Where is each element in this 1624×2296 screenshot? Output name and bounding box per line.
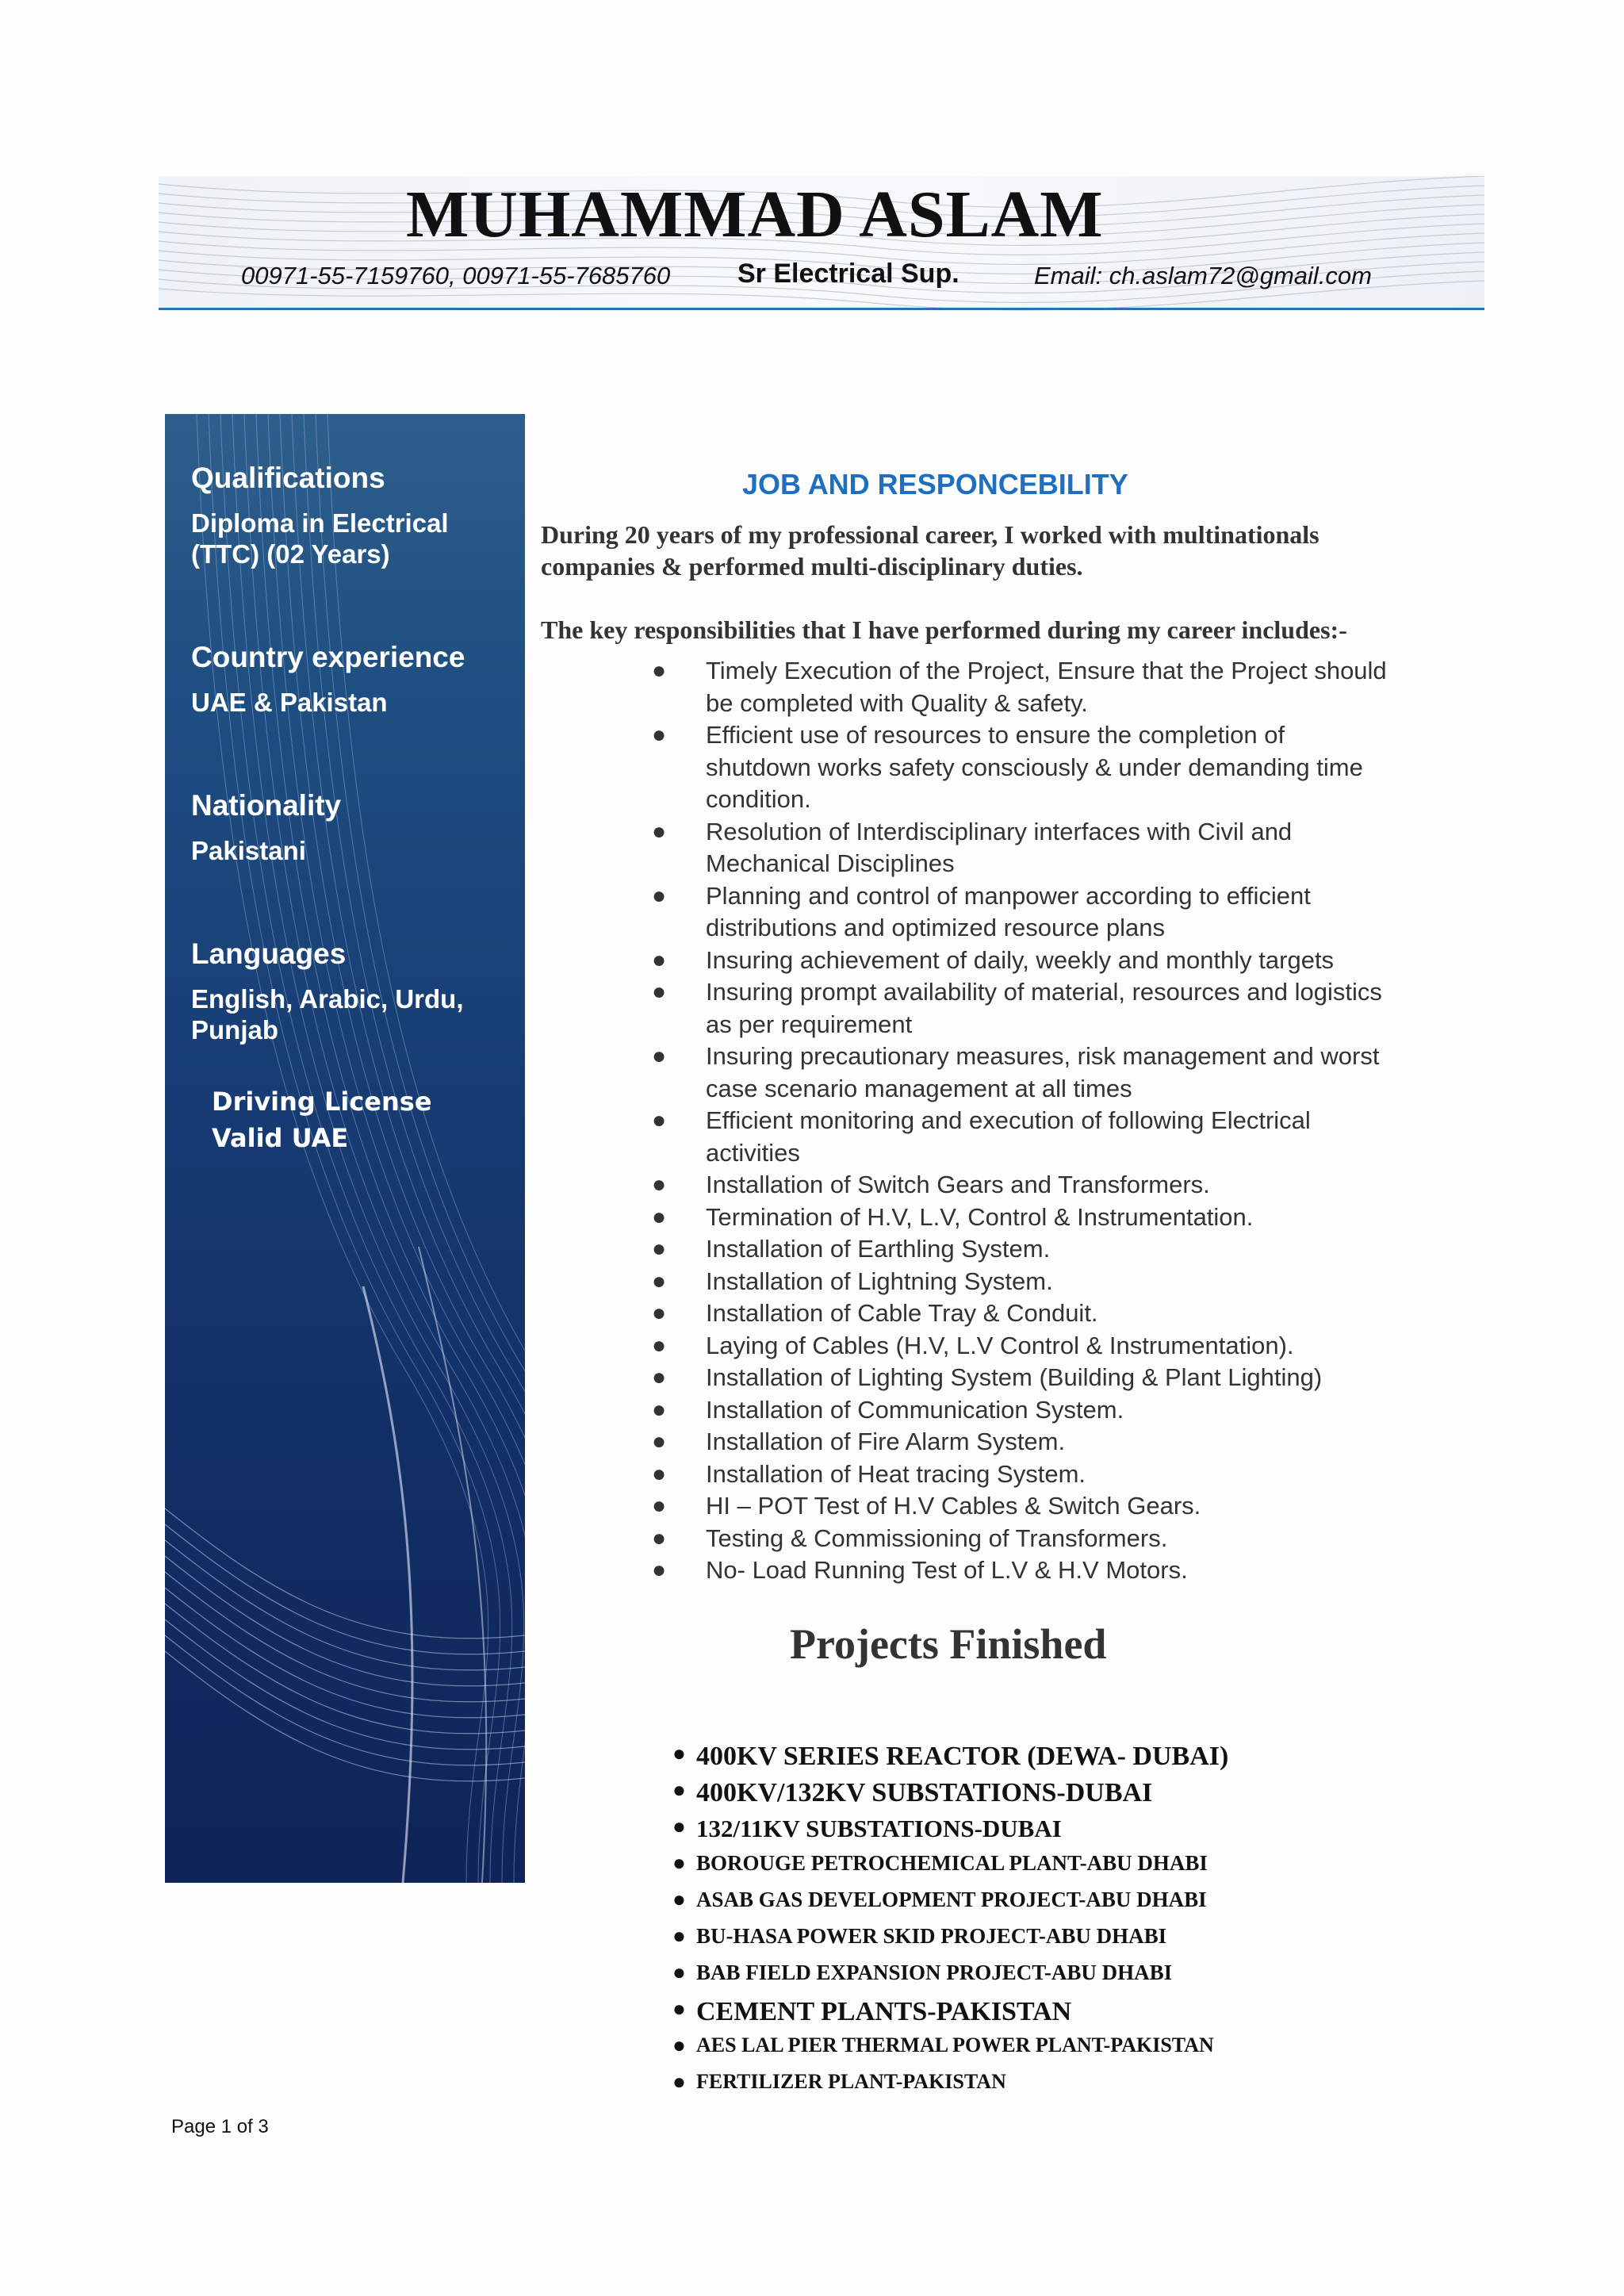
email-address: Email: ch.aslam72@gmail.com <box>1034 262 1372 289</box>
languages-value-2: Punjab <box>191 1015 279 1045</box>
project-name: 400KV SERIES REACTOR (DEWA- DUBAI) <box>696 1742 1229 1771</box>
bullet-icon: ● <box>652 1524 667 1551</box>
duty-line: Installation of Lighting System (Building & Plant Lighting) <box>706 1363 1323 1391</box>
page-number: Page 1 of 3 <box>171 2116 269 2137</box>
duty-line: Laying of Cables (H.V, L.V Control & Instrumentation). <box>706 1331 1294 1359</box>
bullet-icon: ● <box>652 1396 667 1423</box>
country-heading: Country experience <box>191 641 465 673</box>
intro-line-2: companies & performed multi-disciplinary duties. <box>541 552 1083 581</box>
duties-list <box>652 655 1483 1587</box>
duty-line: Installation of Cable Tray & Conduit. <box>706 1299 1098 1327</box>
country-value: UAE & Pakistan <box>191 688 388 717</box>
list-item <box>672 1778 1480 1815</box>
sidebar-panel <box>165 414 525 1883</box>
list-item <box>652 1490 1483 1523</box>
candidate-name: MUHAMMAD ASLAM <box>406 178 1104 251</box>
phone-numbers: 00971-55-7159760, 00971-55-7685760 <box>241 262 671 289</box>
project-name: AES LAL PIER THERMAL POWER PLANT-PAKISTAN <box>696 2033 1214 2056</box>
list-item <box>652 945 1483 977</box>
list-item <box>652 655 1483 719</box>
list-item <box>652 1394 1483 1427</box>
duty-line: Installation of Earthling System. <box>706 1235 1051 1263</box>
bullet-icon: ● <box>652 657 667 684</box>
bullet-icon: ● <box>672 2033 686 2058</box>
duty-line: condition. <box>706 785 811 813</box>
bullet-icon: ● <box>652 1203 667 1230</box>
bullet-icon: ● <box>672 1778 686 1803</box>
bullet-icon: ● <box>652 1300 667 1326</box>
duty-line: Installation of Heat tracing System. <box>706 1459 1086 1488</box>
duty-line: Timely Execution of the Project, Ensure that the Project should <box>706 657 1387 684</box>
bullet-icon: ● <box>672 1961 686 1985</box>
list-item <box>672 2070 1480 2106</box>
languages-block <box>191 937 516 1045</box>
duty-line: activities <box>706 1138 800 1167</box>
bullet-icon: ● <box>652 1460 667 1487</box>
duty-line: Testing & Commissioning of Transformers. <box>706 1524 1168 1552</box>
list-item <box>652 1426 1483 1458</box>
bullet-icon: ● <box>672 1888 686 1912</box>
list-item <box>652 1105 1483 1169</box>
main-content <box>539 0 1491 2296</box>
project-name: BOROUGE PETROCHEMICAL PLANT-ABU DHABI <box>696 1851 1208 1875</box>
bullet-icon: ● <box>652 1236 667 1262</box>
key-responsibilities-line: The key responsibilities that I have performed during my career includes:- <box>541 615 1347 644</box>
list-item <box>652 1169 1483 1202</box>
list-item <box>672 1961 1480 1997</box>
qualifications-value-2: (TTC) (02 Years) <box>191 539 390 569</box>
intro-line-1: During 20 years of my professional career, I worked with multinationals <box>541 520 1320 549</box>
bullet-icon: ● <box>672 2070 686 2095</box>
project-name: CEMENT PLANTS-PAKISTAN <box>696 1997 1072 2026</box>
duty-line: Installation of Lightning System. <box>706 1267 1053 1295</box>
list-item <box>652 1202 1483 1234</box>
bullet-icon: ● <box>652 1364 667 1390</box>
duty-line: be completed with Quality & safety. <box>706 688 1088 717</box>
bullet-icon: ● <box>652 946 667 973</box>
duty-line: Installation of Switch Gears and Transformers. <box>706 1171 1210 1198</box>
duty-line: HI – POT Test of H.V Cables & Switch Gears. <box>706 1492 1201 1520</box>
nationality-value: Pakistani <box>191 836 306 865</box>
duty-line: Insuring achievement of daily, weekly and monthly targets <box>706 945 1335 974</box>
nationality-block <box>191 789 516 866</box>
qualifications-heading: Qualifications <box>191 462 385 494</box>
list-item <box>672 1924 1480 1961</box>
duty-line: No- Load Running Test of L.V & H.V Motors. <box>706 1556 1188 1584</box>
list-item <box>652 816 1483 880</box>
qualifications-block <box>191 462 516 569</box>
duty-line: case scenario management at all times <box>706 1074 1132 1102</box>
project-name: 400KV/132KV SUBSTATIONS-DUBAI <box>696 1778 1153 1807</box>
bullet-icon: ● <box>652 1428 667 1455</box>
duty-line: Installation of Communication System. <box>706 1395 1124 1424</box>
bullet-icon: ● <box>652 1043 667 1069</box>
list-item <box>672 1742 1480 1778</box>
duty-line: shutdown works safety consciously & under demanding time <box>706 753 1363 781</box>
intro-paragraph <box>541 519 1484 582</box>
list-item <box>672 2033 1480 2070</box>
duty-line: as per requirement <box>706 1010 913 1038</box>
nationality-heading: Nationality <box>191 789 342 822</box>
bullet-icon: ● <box>652 1493 667 1519</box>
duty-line: Mechanical Disciplines <box>706 849 955 877</box>
list-item <box>652 1266 1483 1298</box>
bullet-icon: ● <box>652 1171 667 1198</box>
bullet-icon: ● <box>652 1557 667 1583</box>
bullet-icon: ● <box>652 882 667 909</box>
project-name: 132/11KV SUBSTATIONS-DUBAI <box>696 1815 1062 1842</box>
bullet-icon: ● <box>672 1815 686 1839</box>
qualifications-value-1: Diploma in Electrical <box>191 508 449 538</box>
projects-finished-title: Projects Finished <box>790 1620 1107 1668</box>
duty-line: Efficient use of resources to ensure the completion of <box>706 721 1285 749</box>
duty-line: Installation of Fire Alarm System. <box>706 1428 1066 1455</box>
bullet-icon: ● <box>672 1851 686 1876</box>
bullet-icon: ● <box>652 1267 667 1294</box>
driving-license-label: Driving License <box>212 1087 432 1117</box>
duty-line: Insuring prompt availability of material, resources and logistics <box>706 978 1382 1006</box>
list-item <box>652 1297 1483 1330</box>
job-position: Sr Electrical Sup. <box>737 259 959 289</box>
list-item <box>652 1233 1483 1266</box>
project-name: FERTILIZER PLANT-PAKISTAN <box>696 2070 1006 2093</box>
duty-line: Resolution of Interdisciplinary interfaces with Civil and <box>706 817 1293 845</box>
driving-license-block <box>212 1083 432 1156</box>
duty-line: distributions and optimized resource plans <box>706 914 1165 941</box>
bullet-icon: ● <box>672 1997 686 2022</box>
list-item <box>652 1458 1483 1491</box>
project-name: BAB FIELD EXPANSION PROJECT-ABU DHABI <box>696 1961 1173 1984</box>
list-item <box>652 719 1483 816</box>
list-item <box>652 1330 1483 1363</box>
bullet-icon: ● <box>672 1742 686 1766</box>
duty-line: Planning and control of manpower according to efficient <box>706 881 1311 910</box>
list-item <box>672 1851 1480 1888</box>
list-item <box>652 1554 1483 1587</box>
list-item <box>652 1362 1483 1394</box>
country-block <box>191 641 516 718</box>
languages-value-1: English, Arabic, Urdu, <box>191 984 464 1014</box>
bullet-icon: ● <box>672 1924 686 1949</box>
languages-heading: Languages <box>191 937 347 970</box>
bullet-icon: ● <box>652 1107 667 1133</box>
list-item <box>672 1815 1480 1851</box>
bullet-icon: ● <box>652 722 667 748</box>
list-item <box>672 1888 1480 1924</box>
bullet-icon: ● <box>652 979 667 1005</box>
list-item <box>652 880 1483 945</box>
list-item <box>652 976 1483 1041</box>
list-item <box>652 1041 1483 1105</box>
job-responsibility-title: JOB AND RESPONCEBILITY <box>742 468 1128 500</box>
duty-line: Insuring precautionary measures, risk management and worst <box>706 1042 1380 1070</box>
duty-line: Efficient monitoring and execution of following Electrical <box>706 1106 1311 1134</box>
project-name: ASAB GAS DEVELOPMENT PROJECT-ABU DHABI <box>696 1888 1207 1911</box>
duty-line: Termination of H.V, L.V, Control & Instrumentation. <box>706 1202 1254 1231</box>
projects-list <box>672 1742 1480 2106</box>
driving-license-value: Valid UAE <box>212 1123 349 1153</box>
list-item <box>652 1523 1483 1555</box>
list-item <box>672 1997 1480 2033</box>
project-name: BU-HASA POWER SKID PROJECT-ABU DHABI <box>696 1924 1167 1948</box>
bullet-icon: ● <box>652 818 667 845</box>
bullet-icon: ● <box>652 1332 667 1359</box>
